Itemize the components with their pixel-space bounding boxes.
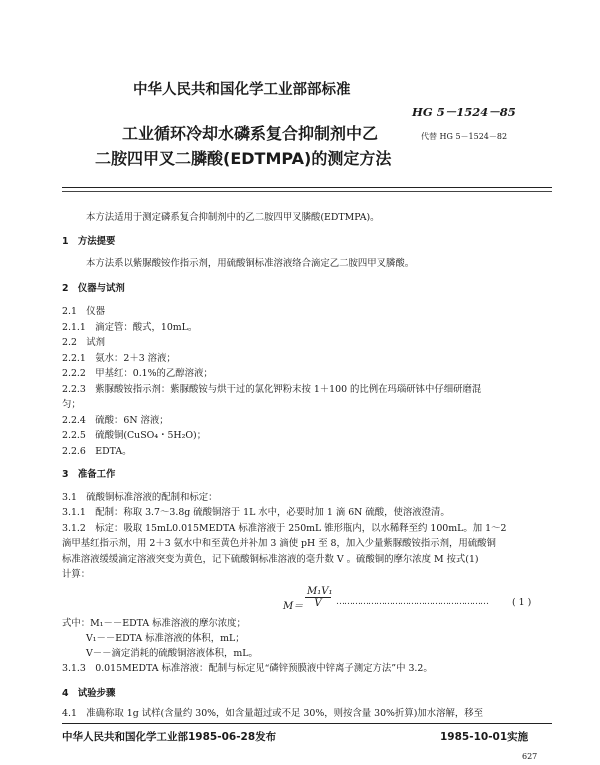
section-4-heading: 4 试验步骤 — [62, 688, 116, 699]
header-rule-top — [62, 187, 552, 188]
clause-2-1-1: 2.1.1 滴定管：酸式，10mL。 — [62, 322, 198, 333]
clause-3-1-2-line-3: 标准溶液缓缓滴定溶液突变为黄色，记下硫酸铜标准溶液的毫升数 V 。硫酸铜的摩尔浓度 M 按式(1) — [62, 554, 479, 565]
issue-info: 中华人民共和国化学工业部1985-06-28发布 — [62, 731, 277, 743]
section-3-heading: 3 准备工作 — [62, 469, 116, 480]
formula-numerator: M₁V₁ — [307, 586, 333, 597]
clause-2-2-3-cont: 匀； — [62, 399, 81, 410]
effective-date: 1985-10-01实施 — [440, 731, 529, 743]
clause-3-1-2-line-2: 滴甲基红指示剂，用 2＋3 氨水中和至黄色并补加 3 滴使 pH 至 8，加入少量紫脲酸铵指示剂，用硫酸铜 — [62, 538, 496, 549]
clause-2-1: 2.1 仪器 — [62, 306, 106, 317]
clause-2-2-5: 2.2.5 硫酸铜(CuSO₄・5H₂O)； — [62, 430, 207, 441]
clause-2-2-4: 2.2.4 硫酸：6N 溶液； — [62, 415, 169, 426]
page-number: 627 — [522, 752, 538, 761]
title-line-1: 工业循环冷却水磷系复合抑制剂中乙 — [122, 124, 379, 143]
clause-3-1-3: 3.1.3 0.015MEDTA 标准溶液：配制与标定见“磷锌预膜液中锌离子测定方法”中 3.2。 — [62, 663, 433, 674]
issuing-authority: 中华人民共和国化学工业部部标准 — [133, 82, 351, 98]
title-line-2: 二胺四甲叉二膦酸(EDTMPA)的测定方法 — [95, 149, 392, 168]
where-v: V－－滴定消耗的硫酸铜溶液体积，mL。 — [86, 648, 258, 659]
header-rule-bottom — [62, 191, 552, 192]
section-1-text: 本方法系以紫脲酸铵作指示剂，用硫酸铜标准溶液络合滴定乙二胺四甲叉膦酸。 — [86, 258, 415, 269]
replaces-standard: 代替 HG 5－1524－82 — [421, 132, 508, 141]
clause-2-2-2: 2.2.2 甲基红：0.1%的乙醇溶液； — [62, 368, 213, 379]
clause-4-1: 4.1 准确称取 1g 试样(含量约 30%，如含量超过或不足 30%，则按含量 30%折算)加水溶解，移至 — [62, 708, 483, 719]
clause-3-1-1: 3.1.1 配制：称取 3.7～3.8g 硫酸铜溶于 1L 水中，必要时加 1 滴 6N 硫酸，使溶液澄清。 — [62, 507, 450, 518]
footer-rule — [62, 723, 552, 724]
where-m1: 式中：M₁－－EDTA 标准溶液的摩尔浓度； — [62, 618, 246, 629]
intro-paragraph: 本方法适用于测定磷系复合抑制剂中的乙二胺四甲叉膦酸(EDTMPA)。 — [86, 212, 380, 223]
clause-2-2-1: 2.2.1 氨水：2＋3 溶液； — [62, 353, 176, 364]
clause-2-2: 2.2 试剂 — [62, 337, 106, 348]
standard-number: HG 5－1524－85 — [412, 105, 516, 119]
clause-2-2-3: 2.2.3 紫脲酸铵指示剂：紫脲酸铵与烘干过的氯化钾粉末按 1＋100 的比例在玛瑙研钵中仔细研磨混 — [62, 384, 482, 395]
section-1-heading: 1 方法提要 — [62, 236, 116, 247]
where-v1: V₁－－EDTA 标准溶液的体积，mL； — [86, 633, 245, 644]
clause-3-1: 3.1 硫酸铜标准溶液的配制和标定： — [62, 492, 218, 503]
formula-lhs: M＝ — [283, 601, 304, 612]
clause-3-1-2-line-4: 计算： — [62, 569, 91, 580]
formula-fraction — [305, 586, 331, 609]
clause-2-2-6: 2.2.6 EDTA。 — [62, 446, 132, 457]
formula-leader-dots: ………………………………………………… — [336, 597, 488, 607]
clause-3-1-2-line-1: 3.1.2 标定：吸取 15mL0.015MEDTA 标准溶液于 250mL 锥形瓶内，以水稀释至约 100mL。加 1～2 — [62, 523, 507, 534]
formula-number: ( 1 ) — [512, 597, 532, 608]
section-2-heading: 2 仪器与试剂 — [62, 283, 125, 294]
formula-denominator: V — [314, 598, 322, 609]
